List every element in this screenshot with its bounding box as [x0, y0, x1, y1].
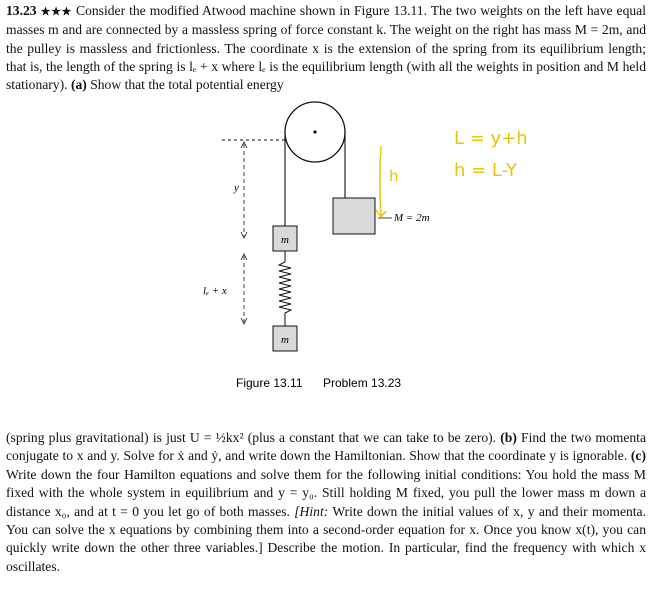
hint-label: [Hint: [294, 503, 329, 519]
potential-energy-intro: (spring plus gravitational) is just U = ½kx² (plus a constant that we can take to be zero). [6, 430, 497, 445]
y-label: y [234, 182, 239, 194]
difficulty-stars: ★★★ [40, 6, 73, 18]
pulley-axle [313, 130, 316, 133]
part-b-label: (b) [500, 430, 517, 445]
spring-extension-arrow [241, 254, 247, 324]
part-b-text: Find the two momenta conjugate to x and y. Solve for ẋ and ẏ, and write down the Hamiltonian. Show that the coordinate y is ignorable. [6, 430, 646, 464]
handwritten-equation-2: h = L-Y [454, 160, 517, 181]
closing-text: Describe the motion. In particular, find the frequency with which x oscillates. [6, 540, 647, 574]
problem-number: 13.23 [6, 3, 37, 18]
handwritten-equation-1: L = y+h [454, 128, 528, 149]
right-mass-M [333, 198, 375, 234]
atwood-machine-figure [196, 98, 655, 398]
part-a-label: (a) [70, 77, 87, 93]
spring [279, 251, 291, 326]
problem-statement-bottom [6, 429, 646, 576]
problem-body: Consider the modified Atwood machine shown in Figure 13.11. The two weights on the left have equal masses m and are connected by a massless spring of force constant k. The weight on the right has mass M = 2m, and the pulley is massless and frictionless. The coordinate x is the extension of the spring from its equilibrium length; that is, the length of the spring is lₑ + x where lₑ is the equilibrium length (with all the weights in position and M held stationary). [6, 3, 646, 93]
upper-mass-label: m [281, 234, 289, 246]
problem-statement-top [6, 2, 646, 94]
lower-mass-label: m [281, 334, 289, 346]
part-c-label: (c) [630, 448, 646, 464]
right-mass-label: M = 2m [394, 212, 430, 224]
part-c-text: Write down the four Hamilton equations and solve them for the following initial conditions: You hold the mass M fixed with the whole system in equilibrium and y = y₀. Still holding M fixed, you pull the lower mass m down a distance x₀, and at t = 0 you let go of both masses. [6, 466, 646, 519]
handwritten-h-bracket [376, 146, 386, 217]
y-coordinate-arrow [241, 142, 247, 238]
figure-caption-title: Problem 13.23 [323, 376, 402, 390]
part-a-text: Show that the total potential energy [86, 77, 284, 93]
hint-text: Write down the initial values of x, y and their momenta. You can solve the x equations by combining them into a second-order equation for x. Once you know x(t), you can quickly write down the other three variables.] [6, 503, 646, 556]
spring-length-label: lₑ + x [203, 285, 227, 297]
handwritten-h: h [389, 167, 399, 185]
figure-caption-label: Figure 13.11 [236, 376, 303, 390]
